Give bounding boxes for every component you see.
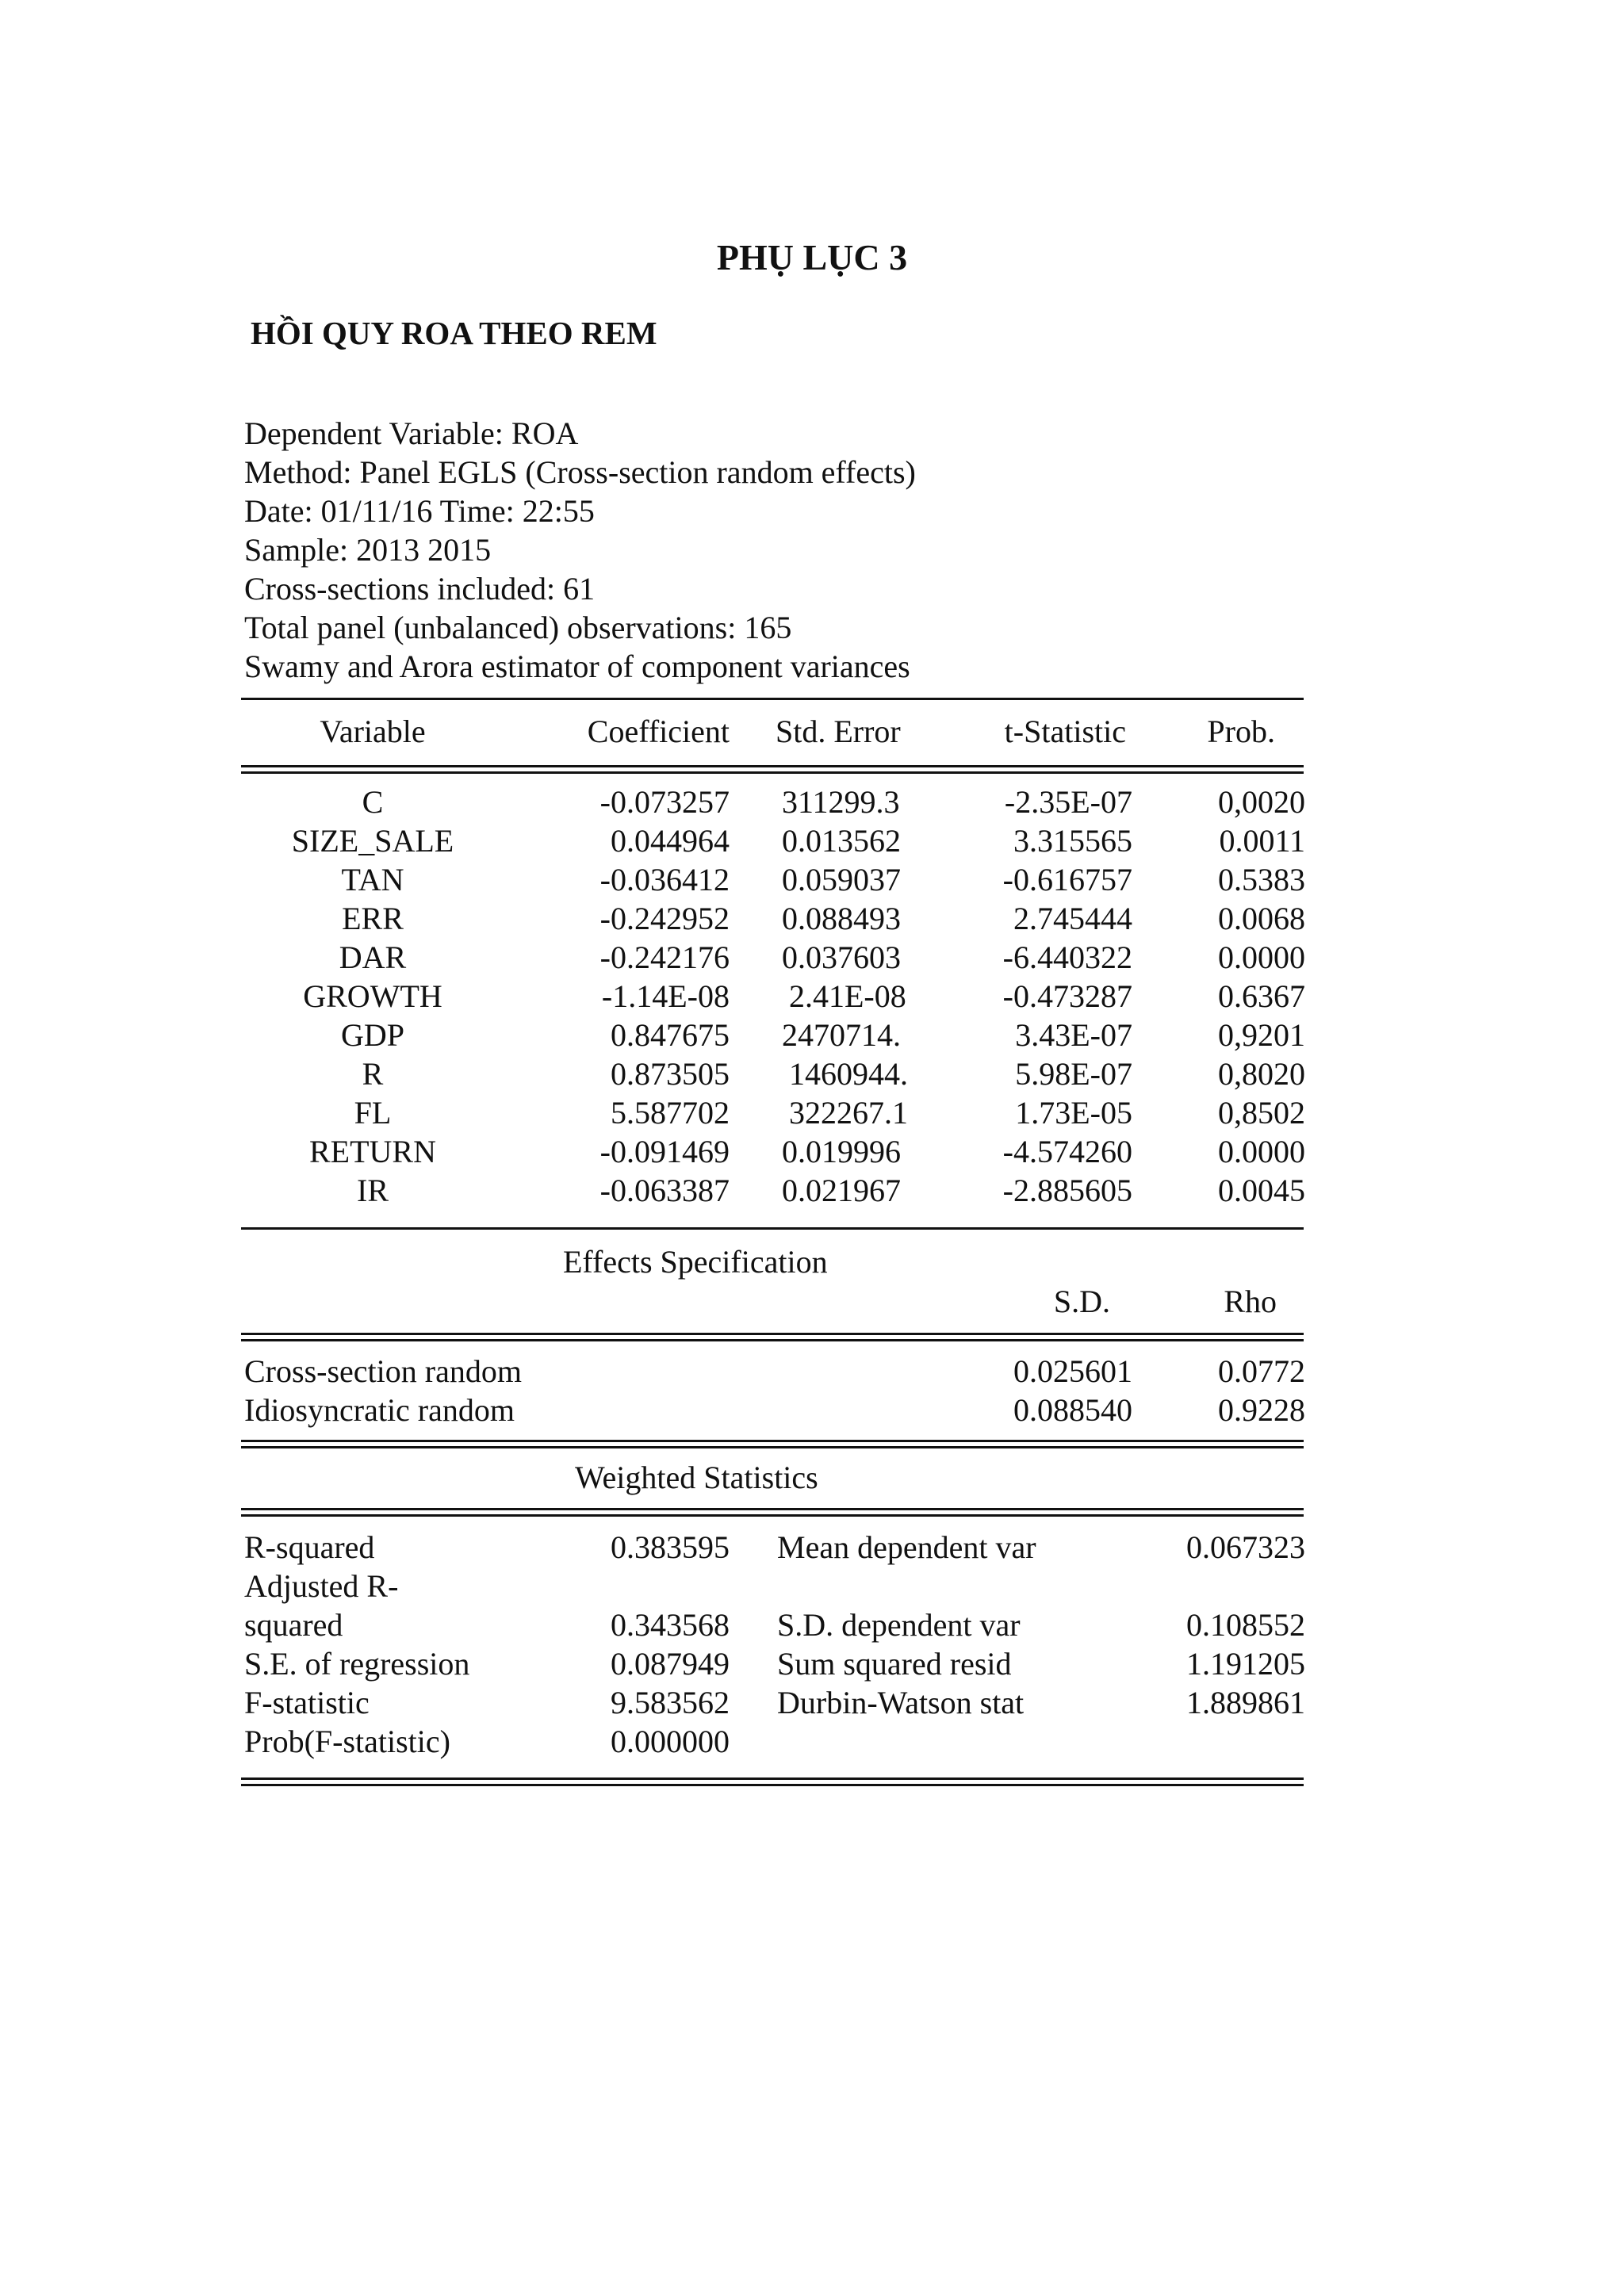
table-rule-weighted-1 <box>241 1508 1304 1510</box>
row-std-error: 0.059037 <box>782 862 901 897</box>
sd-dependent-value: 0.108552 <box>1186 1607 1305 1643</box>
table-rule-coef-end <box>241 1227 1304 1230</box>
row-coefficient: -0.091469 <box>599 1134 730 1169</box>
row-prob: 0.0068 <box>1218 901 1305 936</box>
effects-row-rho: 0.9228 <box>1218 1392 1305 1428</box>
effects-heading: Effects Specification <box>563 1244 828 1280</box>
header-variable: Variable <box>320 714 426 749</box>
row-prob: 0,8020 <box>1218 1056 1305 1092</box>
f-statistic-label: F-statistic <box>244 1685 370 1720</box>
row-t-statistic: -2.35E-07 <box>1004 784 1132 820</box>
durbin-watson-value: 1.889861 <box>1186 1685 1305 1720</box>
header-coefficient: Coefficient <box>587 714 730 749</box>
meta-cross-sections: Cross-sections included: 61 <box>244 571 596 607</box>
row-coefficient: -0.242952 <box>599 901 730 936</box>
row-prob: 0.0000 <box>1218 939 1305 975</box>
se-regression-value: 0.087949 <box>611 1646 730 1682</box>
row-prob: 0,9201 <box>1218 1017 1305 1053</box>
row-variable: DAR <box>339 939 407 975</box>
row-coefficient: 5.587702 <box>611 1095 730 1131</box>
row-std-error: 0.021967 <box>782 1173 901 1208</box>
row-coefficient: 0.044964 <box>611 823 730 859</box>
row-coefficient: 0.847675 <box>611 1017 730 1053</box>
mean-dependent-value: 0.067323 <box>1186 1529 1305 1565</box>
adjusted-r-squared-label-line2: squared <box>244 1607 343 1643</box>
effects-row-label: Idiosyncratic random <box>244 1392 515 1428</box>
effects-row-sd: 0.088540 <box>1013 1392 1132 1428</box>
weighted-heading: Weighted Statistics <box>575 1460 818 1495</box>
sum-squared-resid-value: 1.191205 <box>1186 1646 1305 1682</box>
section-subtitle: HỒI QUY ROA THEO REM <box>251 315 657 351</box>
r-squared-label: R-squared <box>244 1529 375 1565</box>
row-variable: GDP <box>340 1017 405 1053</box>
row-coefficient: -0.036412 <box>599 862 730 897</box>
table-rule-effects-2 <box>241 1339 1304 1341</box>
row-t-statistic: -4.574260 <box>1002 1134 1132 1169</box>
row-t-statistic: 1.73E-05 <box>1015 1095 1132 1131</box>
sum-squared-resid-label: Sum squared resid <box>777 1646 1012 1682</box>
se-regression-label: S.E. of regression <box>244 1646 470 1682</box>
row-coefficient: -1.14E-08 <box>601 978 730 1014</box>
row-variable: ERR <box>342 901 404 936</box>
row-t-statistic: 5.98E-07 <box>1015 1056 1132 1092</box>
row-std-error: 322267.1 <box>789 1095 908 1131</box>
row-coefficient: 0.873505 <box>611 1056 730 1092</box>
table-rule-header-1 <box>241 765 1304 767</box>
adjusted-r-squared-label-line1: Adjusted R- <box>244 1568 399 1604</box>
table-rule-header-2 <box>241 771 1304 774</box>
meta-sample: Sample: 2013 2015 <box>244 532 492 568</box>
row-std-error: 311299.3 <box>782 784 900 820</box>
row-std-error: 1460944. <box>789 1056 908 1092</box>
row-std-error: 2.41E-08 <box>789 978 906 1014</box>
row-variable: R <box>362 1056 384 1092</box>
table-rule-top <box>241 698 1304 700</box>
row-prob: 0.5383 <box>1218 862 1305 897</box>
durbin-watson-label: Durbin-Watson stat <box>777 1685 1025 1720</box>
prob-f-statistic-value: 0.000000 <box>611 1724 730 1759</box>
row-std-error: 0.088493 <box>782 901 901 936</box>
row-prob: 0.6367 <box>1218 978 1305 1014</box>
f-statistic-value: 9.583562 <box>611 1685 730 1720</box>
row-variable: RETURN <box>309 1134 436 1169</box>
header-t-statistic: t-Statistic <box>1004 714 1126 749</box>
page-title: PHỤ LỤC 3 <box>716 237 908 277</box>
effects-row-sd: 0.025601 <box>1013 1353 1132 1389</box>
row-t-statistic: 2.745444 <box>1013 901 1132 936</box>
header-prob: Prob. <box>1207 714 1275 749</box>
table-rule-weighted-2 <box>241 1514 1304 1517</box>
meta-date-time: Date: 01/11/16 Time: 22:55 <box>244 493 595 529</box>
prob-f-statistic-label: Prob(F-statistic) <box>244 1724 450 1759</box>
table-rule-effects-end-1 <box>241 1440 1304 1442</box>
row-std-error: 2470714. <box>782 1017 901 1053</box>
row-coefficient: -0.073257 <box>599 784 730 820</box>
mean-dependent-label: Mean dependent var <box>777 1529 1036 1565</box>
effects-row-label: Cross-section random <box>244 1353 522 1389</box>
table-rule-effects-end-2 <box>241 1446 1304 1448</box>
header-std-error: Std. Error <box>776 714 901 749</box>
row-t-statistic: -0.616757 <box>1002 862 1132 897</box>
effects-row-rho: 0.0772 <box>1218 1353 1305 1389</box>
row-prob: 0,0020 <box>1218 784 1305 820</box>
table-rule-bottom-2 <box>241 1784 1304 1786</box>
row-variable: SIZE_SALE <box>291 823 454 859</box>
row-variable: C <box>362 784 384 820</box>
meta-method: Method: Panel EGLS (Cross-section random effects) <box>244 454 916 490</box>
row-variable: FL <box>354 1095 392 1131</box>
row-t-statistic: 3.43E-07 <box>1015 1017 1132 1053</box>
meta-estimator: Swamy and Arora estimator of component variances <box>244 649 910 684</box>
row-coefficient: -0.063387 <box>599 1173 730 1208</box>
adjusted-r-squared-value: 0.343568 <box>611 1607 730 1643</box>
row-variable: IR <box>357 1173 389 1208</box>
effects-sd-header: S.D. <box>1053 1284 1110 1319</box>
row-prob: 0,8502 <box>1218 1095 1305 1131</box>
row-t-statistic: -2.885605 <box>1002 1173 1132 1208</box>
meta-observations: Total panel (unbalanced) observations: 165 <box>244 610 792 645</box>
row-std-error: 0.013562 <box>782 823 901 859</box>
row-std-error: 0.037603 <box>782 939 901 975</box>
r-squared-value: 0.383595 <box>611 1529 730 1565</box>
row-variable: GROWTH <box>303 978 442 1014</box>
row-prob: 0.0000 <box>1218 1134 1305 1169</box>
row-std-error: 0.019996 <box>782 1134 901 1169</box>
row-coefficient: -0.242176 <box>599 939 730 975</box>
row-t-statistic: -0.473287 <box>1002 978 1132 1014</box>
row-t-statistic: -6.440322 <box>1002 939 1132 975</box>
table-rule-effects-1 <box>241 1333 1304 1335</box>
row-prob: 0.0011 <box>1219 823 1305 859</box>
effects-rho-header: Rho <box>1224 1284 1277 1319</box>
row-t-statistic: 3.315565 <box>1013 823 1132 859</box>
sd-dependent-label: S.D. dependent var <box>777 1607 1021 1643</box>
meta-dependent-variable: Dependent Variable: ROA <box>244 415 579 451</box>
row-variable: TAN <box>341 862 404 897</box>
table-rule-bottom-1 <box>241 1777 1304 1780</box>
row-prob: 0.0045 <box>1218 1173 1305 1208</box>
